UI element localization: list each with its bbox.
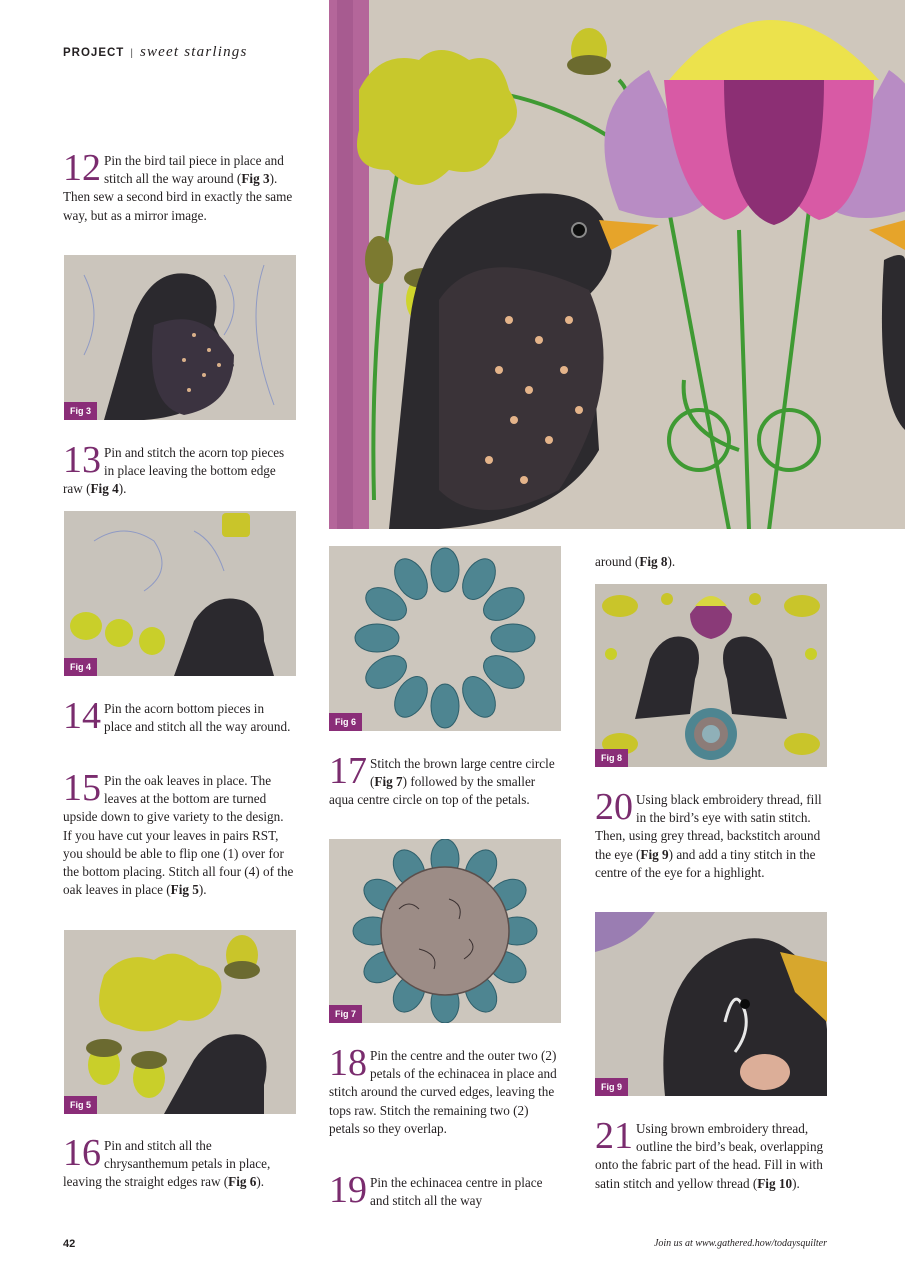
step-14 [63, 695, 295, 737]
figure-5-label: Fig 5 [64, 1096, 97, 1114]
figure-7-label: Fig 7 [329, 1005, 362, 1023]
step-text: ). Then sew a second bird in exactly the same way, but as a mirror image. [63, 171, 293, 223]
step-text: ) followed by the smaller aqua centre circle on top of the petals. [329, 774, 536, 808]
fig-reference: Fig 7 [374, 774, 403, 790]
fig-reference: Fig 6 [228, 1174, 257, 1190]
step-text: ). [118, 481, 127, 497]
step-18 [329, 1042, 561, 1138]
step-number: 20 [595, 786, 633, 828]
fig-reference: Fig 4 [90, 481, 119, 497]
fig-reference: Fig 3 [241, 171, 270, 187]
step-12 [63, 147, 295, 225]
step-17 [329, 750, 561, 810]
figure-3-photo [64, 255, 296, 420]
figure-8-photo [595, 584, 827, 767]
step-16 [63, 1132, 295, 1192]
step-text: ). [198, 882, 207, 898]
step-19 [329, 1169, 561, 1211]
figure-5-photo [64, 930, 296, 1114]
step-text: Using brown embroidery thread, outline the bird’s beak, overlapping onto the fabric part of the head. Fill in with satin stitch and yellow thread ( [595, 1121, 824, 1191]
page-number: 42 [63, 1238, 76, 1250]
step-15 [63, 767, 295, 899]
step-text: Pin the centre and the outer two (2) petals of the echinacea in place and stitch around the curved edges, leaving the tops raw. Stitch the remaining two (2) petals so they overlap. [329, 1048, 557, 1136]
step-19-continued [595, 553, 827, 571]
running-header [63, 44, 248, 61]
step-text: ) and add a tiny stitch in the centre of the eye for a highlight. [595, 846, 816, 880]
header-subtitle: sweet starlings [139, 44, 248, 60]
step-text: Pin the bird tail piece in place and stitch all the way around ( [104, 153, 284, 187]
step-number: 19 [329, 1169, 367, 1211]
step-text: Pin and stitch all the chrysanthemum petals in place, leaving the straight edges raw ( [63, 1138, 271, 1190]
figure-7-photo [329, 839, 561, 1023]
step-text: Pin the echinacea centre in place and stitch all the way [370, 1175, 543, 1209]
step-21 [595, 1115, 827, 1193]
step-text: ). [792, 1175, 800, 1191]
step-number: 17 [329, 750, 367, 792]
header-label: PROJECT [63, 47, 125, 59]
figure-9-photo [595, 912, 827, 1096]
figure-3-label: Fig 3 [64, 402, 97, 420]
step-text: Using black embroidery thread, fill in the bird’s eye with satin stitch. Then, using grey thread, backstitch around the eye ( [595, 792, 822, 862]
hero-photo [329, 0, 905, 529]
header-separator: | [130, 48, 134, 59]
step-number: 16 [63, 1132, 101, 1174]
figure-4-label: Fig 4 [64, 658, 97, 676]
step-number: 15 [63, 767, 101, 809]
step-number: 18 [329, 1042, 367, 1084]
step-number: 12 [63, 147, 101, 189]
fig-reference: Fig 10 [757, 1175, 793, 1191]
step-number: 14 [63, 695, 101, 737]
fig-reference: Fig 5 [170, 882, 199, 898]
figure-4-photo [64, 511, 296, 676]
step-text: ). [667, 554, 676, 569]
step-text: ). [256, 1174, 265, 1190]
figure-8-label: Fig 8 [595, 749, 628, 767]
step-13 [63, 439, 295, 499]
step-number: 13 [63, 439, 101, 481]
step-text: Pin the acorn bottom pieces in place and stitch all the way around. [104, 701, 291, 735]
step-text: Pin the oak leaves in place. The leaves at the bottom are turned upside down to give variety to the design. If you have cut your leaves in pairs RST, you should be able to flip one (1) over for the bottom placing. Stitch all four (4) of the oak leaves in place ( [63, 773, 294, 898]
figure-6-label: Fig 6 [329, 713, 362, 731]
figure-9-label: Fig 9 [595, 1078, 628, 1096]
footer-url: Join us at www.gathered.how/todaysquilter [653, 1238, 827, 1249]
fig-reference: Fig 9 [640, 846, 669, 862]
step-text: Stitch the brown large centre circle ( [370, 756, 555, 790]
fig-reference: Fig 8 [639, 554, 668, 569]
step-text: Pin and stitch the acorn top pieces in place leaving the bottom edge raw ( [63, 445, 285, 497]
step-20 [595, 786, 827, 882]
step-text: around ( [595, 554, 640, 569]
figure-6-photo [329, 546, 561, 731]
step-number: 21 [595, 1115, 633, 1157]
